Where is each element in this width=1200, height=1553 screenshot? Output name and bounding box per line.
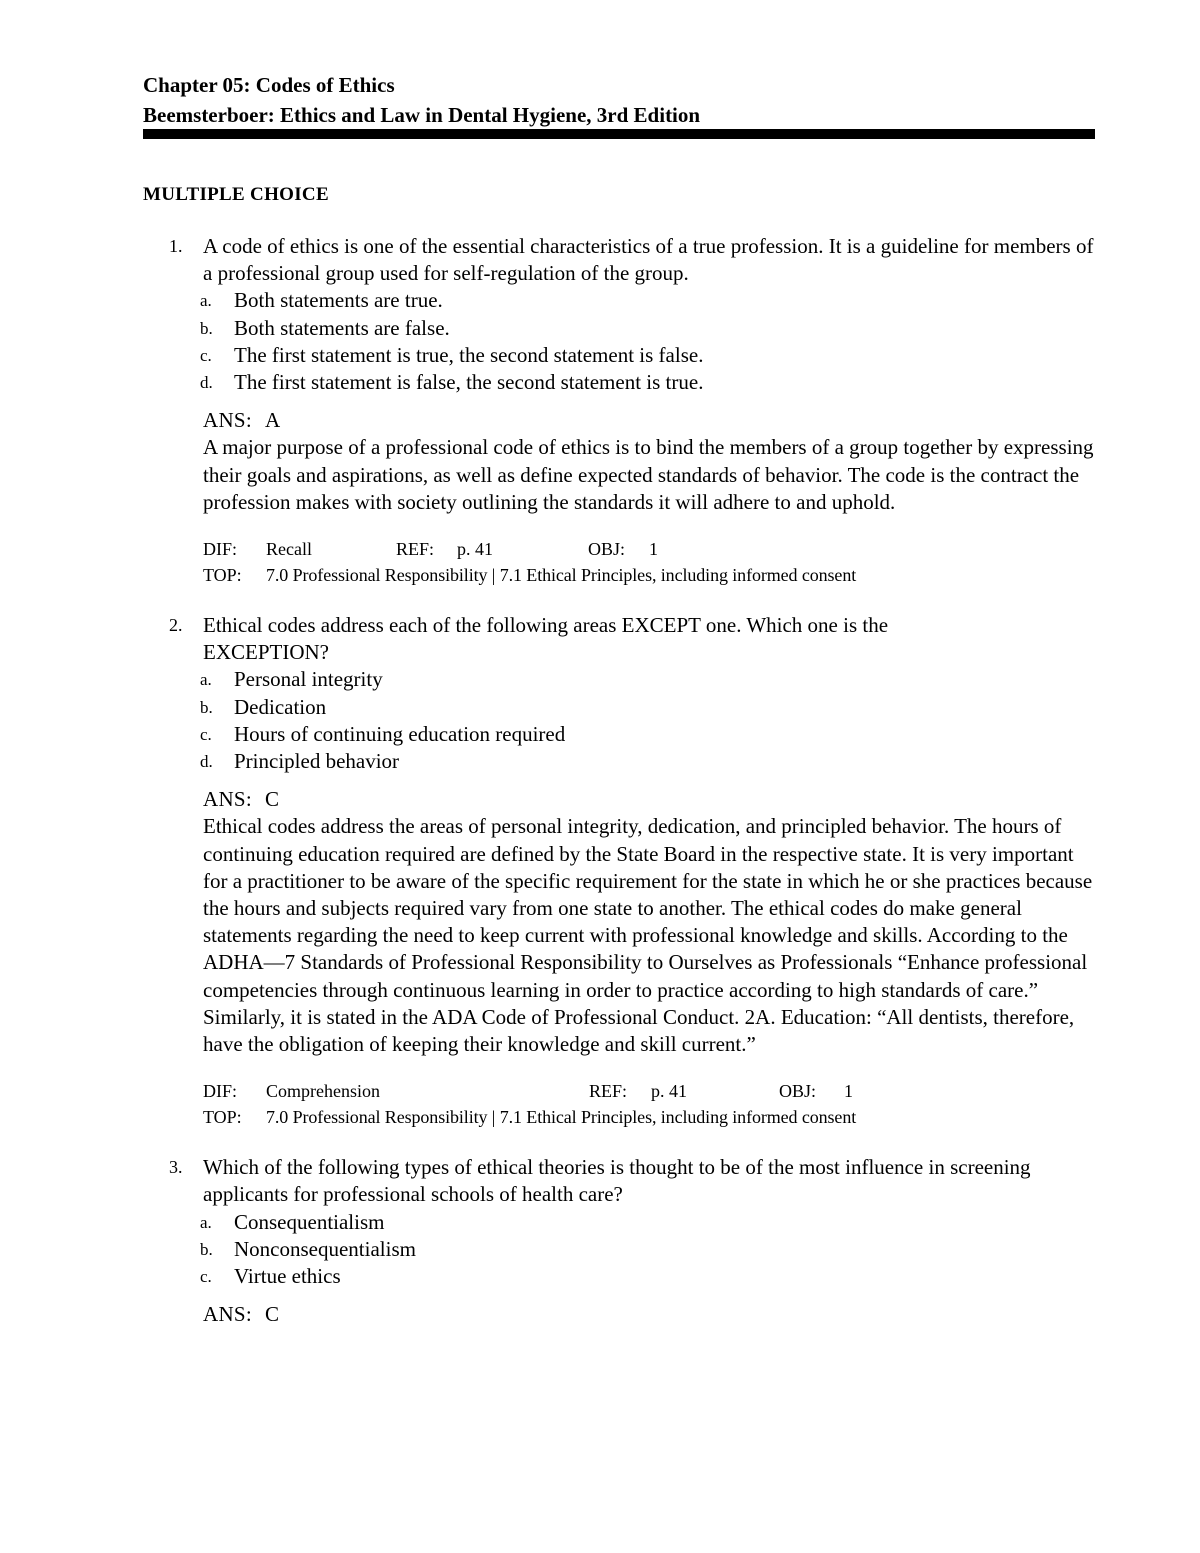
option-text: Both statements are true. xyxy=(234,288,443,313)
option-text: Personal integrity xyxy=(234,667,383,692)
ref-label: REF: xyxy=(589,1081,628,1102)
option-text: Virtue ethics xyxy=(234,1264,341,1289)
obj-label: OBJ: xyxy=(779,1081,817,1102)
option-text: Principled behavior xyxy=(234,749,400,774)
answer-options xyxy=(200,287,1095,396)
question-1 xyxy=(143,233,1095,588)
question-number: 3. xyxy=(169,1157,183,1178)
option-b xyxy=(200,694,1095,721)
document-page xyxy=(143,70,1095,1329)
option-text: The first statement is true, the second statement is false. xyxy=(234,342,704,367)
meta-row-dif xyxy=(203,1078,1095,1104)
meta-row-top xyxy=(203,562,1095,588)
option-a xyxy=(200,1209,1095,1236)
option-text: Dedication xyxy=(234,694,327,719)
question-metadata xyxy=(203,536,1095,588)
answer-value: C xyxy=(265,787,280,812)
option-b xyxy=(200,315,1095,342)
option-text: Consequentialism xyxy=(234,1209,385,1234)
question-stem: Which of the following types of ethical theories is thought to be of the most influence in screening applicants for professional schools of health care? xyxy=(203,1155,1031,1207)
answer-label: ANS: xyxy=(203,408,253,433)
question-2 xyxy=(143,612,1095,1130)
question-number: 2. xyxy=(169,615,183,636)
option-a xyxy=(200,666,1095,693)
option-letter: d. xyxy=(200,373,213,393)
option-d xyxy=(200,748,1095,775)
ref-label: REF: xyxy=(396,539,435,560)
dif-value: Comprehension xyxy=(266,1081,380,1102)
option-letter: b. xyxy=(200,1239,213,1259)
ref-value: p. 41 xyxy=(457,539,493,560)
question-number: 1. xyxy=(169,236,183,256)
question-stem: Ethical codes address each of the following areas EXCEPT one. Which one is the EXCEPTION? xyxy=(203,613,889,665)
question-3 xyxy=(143,1154,1095,1328)
meta-row-top xyxy=(203,1104,1095,1130)
section-heading: MULTIPLE CHOICE xyxy=(143,184,329,205)
dif-label: DIF: xyxy=(203,539,238,560)
option-c xyxy=(200,1263,1095,1290)
answer-label: ANS: xyxy=(203,787,253,812)
obj-label: OBJ: xyxy=(588,539,626,560)
question-metadata xyxy=(203,1078,1095,1130)
option-text: Both statements are false. xyxy=(234,315,450,340)
option-a xyxy=(200,287,1095,314)
option-letter: c. xyxy=(200,1267,212,1287)
option-letter: c. xyxy=(200,345,212,365)
meta-row-dif xyxy=(203,536,1095,562)
option-letter: a. xyxy=(200,1212,212,1232)
obj-value: 1 xyxy=(649,539,658,560)
obj-value: 1 xyxy=(844,1081,853,1102)
answer-line xyxy=(203,786,1095,813)
option-letter: a. xyxy=(200,670,212,690)
answer-value: A xyxy=(265,408,281,433)
answer-line xyxy=(203,407,1095,434)
option-letter: a. xyxy=(200,291,212,311)
answer-options xyxy=(200,666,1095,775)
option-text: Hours of continuing education required xyxy=(234,721,566,746)
answer-line xyxy=(203,1301,1095,1328)
top-label: TOP: xyxy=(203,1107,242,1128)
option-text: Nonconsequentialism xyxy=(234,1236,416,1261)
option-letter: c. xyxy=(200,724,212,744)
question-stem: A code of ethics is one of the essential characteristics of a true profession. It is a guideline for members of a professional group used for self-regulation of the group. xyxy=(203,234,1094,286)
header-rule xyxy=(143,129,1095,139)
answer-options xyxy=(200,1209,1095,1291)
option-letter: b. xyxy=(200,697,213,717)
ref-value: p. 41 xyxy=(651,1081,687,1102)
top-label: TOP: xyxy=(203,565,242,586)
option-letter: b. xyxy=(200,318,213,338)
answer-value: C xyxy=(265,1302,280,1327)
dif-value: Recall xyxy=(266,539,312,560)
chapter-title: Chapter 05: Codes of Ethics xyxy=(143,73,395,97)
option-text: The first statement is false, the second statement is true. xyxy=(234,370,704,395)
answer-rationale: Ethical codes address the areas of personal integrity, dedication, and principled behavior. The hours of continuing education required are defined by the State Board in the respective state. It is very important for a practitioner to be aware of the specific requirement for the state in which he or she practices because the hours and subjects required vary from one state to another. The ethical codes do make general statements regarding the need to keep current with professional knowledge and skills. According to the ADHA—7 Standards of Professional Responsibility to Ourselves as Professionals “Enhance professional competencies through continuous learning in order to practice according to high standards of care.” Similarly, it is stated in the ADA Code of Professional Conduct. 2A. Education: “All dentists, therefore, have the obligation of keeping their knowledge and skill current.” xyxy=(203,814,1093,1057)
option-d xyxy=(200,369,1095,396)
answer-label: ANS: xyxy=(203,1302,253,1327)
book-title: Beemsterboer: Ethics and Law in Dental Hygiene, 3rd Edition xyxy=(143,103,701,127)
answer-rationale: A major purpose of a professional code of ethics is to bind the members of a group together by expressing their goals and aspirations, as well as define expected standards of behavior. The code is the contract the profession makes with society outlining the standards it will adhere to and uphold. xyxy=(203,435,1094,514)
dif-label: DIF: xyxy=(203,1081,238,1102)
option-c xyxy=(200,721,1095,748)
option-b xyxy=(200,1236,1095,1263)
top-value: 7.0 Professional Responsibility | 7.1 Ethical Principles, including informed consent xyxy=(266,565,857,586)
top-value: 7.0 Professional Responsibility | 7.1 Ethical Principles, including informed consent xyxy=(266,1107,857,1128)
option-c xyxy=(200,342,1095,369)
option-letter: d. xyxy=(200,752,213,772)
